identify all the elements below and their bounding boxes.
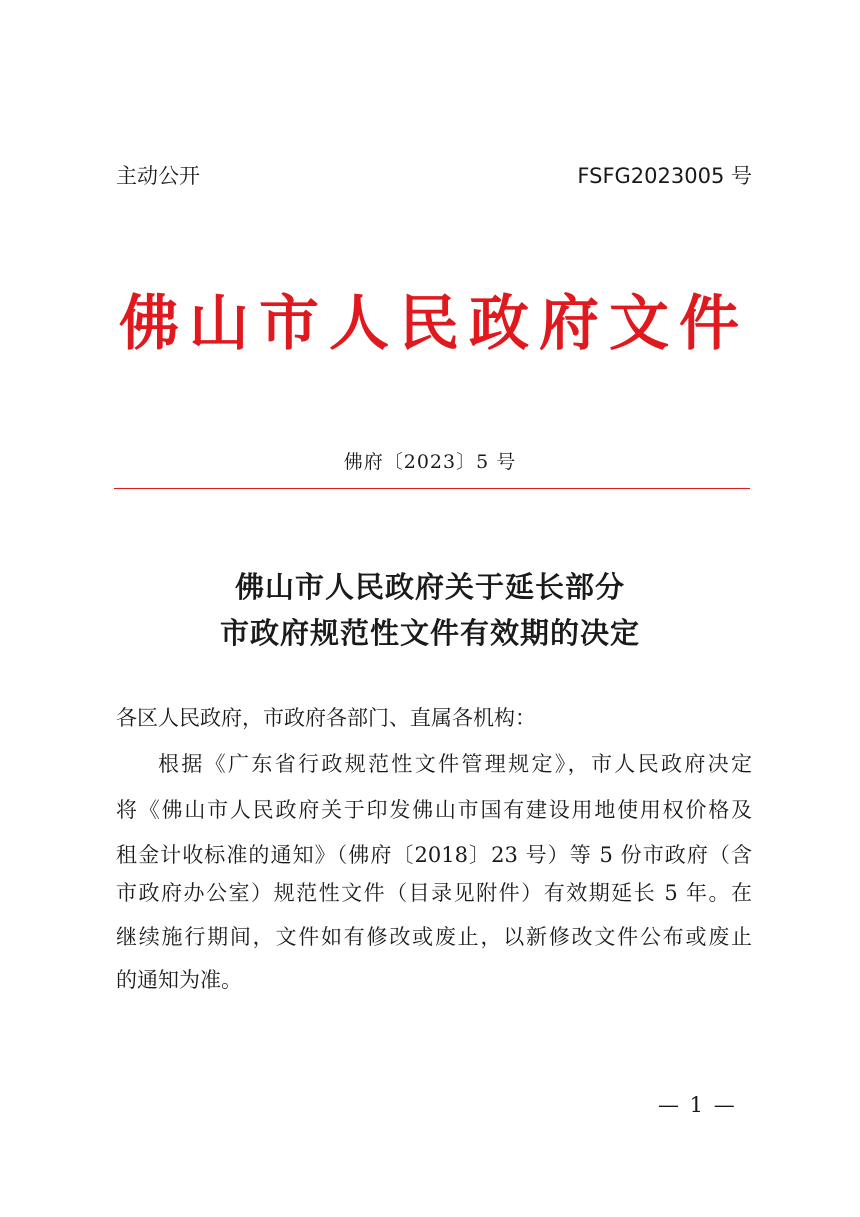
body-line: 继续施行期间，文件如有修改或废止，以新修改文件公布或废止 xyxy=(116,925,752,949)
page-number: — 1 — xyxy=(658,1093,737,1117)
body-line: 的通知为准。 xyxy=(116,968,242,992)
red-divider-line xyxy=(114,488,750,489)
document-title-line-2: 市政府规范性文件有效期的决定 xyxy=(219,616,640,650)
body-line: 根据《广东省行政规范性文件管理规定》，市人民政府决定 xyxy=(158,752,752,776)
body-line: 租金计收标准的通知》（佛府〔2018〕23 号）等 5 份市政府（含 xyxy=(116,843,752,867)
document-code: FSFG2023005 号 xyxy=(577,164,752,188)
body-line: 市政府办公室）规范性文件（目录见附件）有效期延长 5 年。在 xyxy=(116,881,752,905)
body-line: 将《佛山市人民政府关于印发佛山市国有建设用地使用权价格及 xyxy=(116,798,752,822)
disclosure-label: 主动公开 xyxy=(116,164,200,188)
document-number: 佛府〔2023〕5 号 xyxy=(343,451,517,473)
document-title-line-1: 佛山市人民政府关于延长部分 xyxy=(234,570,625,604)
masthead-title: 佛山市人民政府文件 xyxy=(119,289,749,359)
salutation: 各区人民政府，市政府各部门、直属各机构： xyxy=(116,706,536,730)
